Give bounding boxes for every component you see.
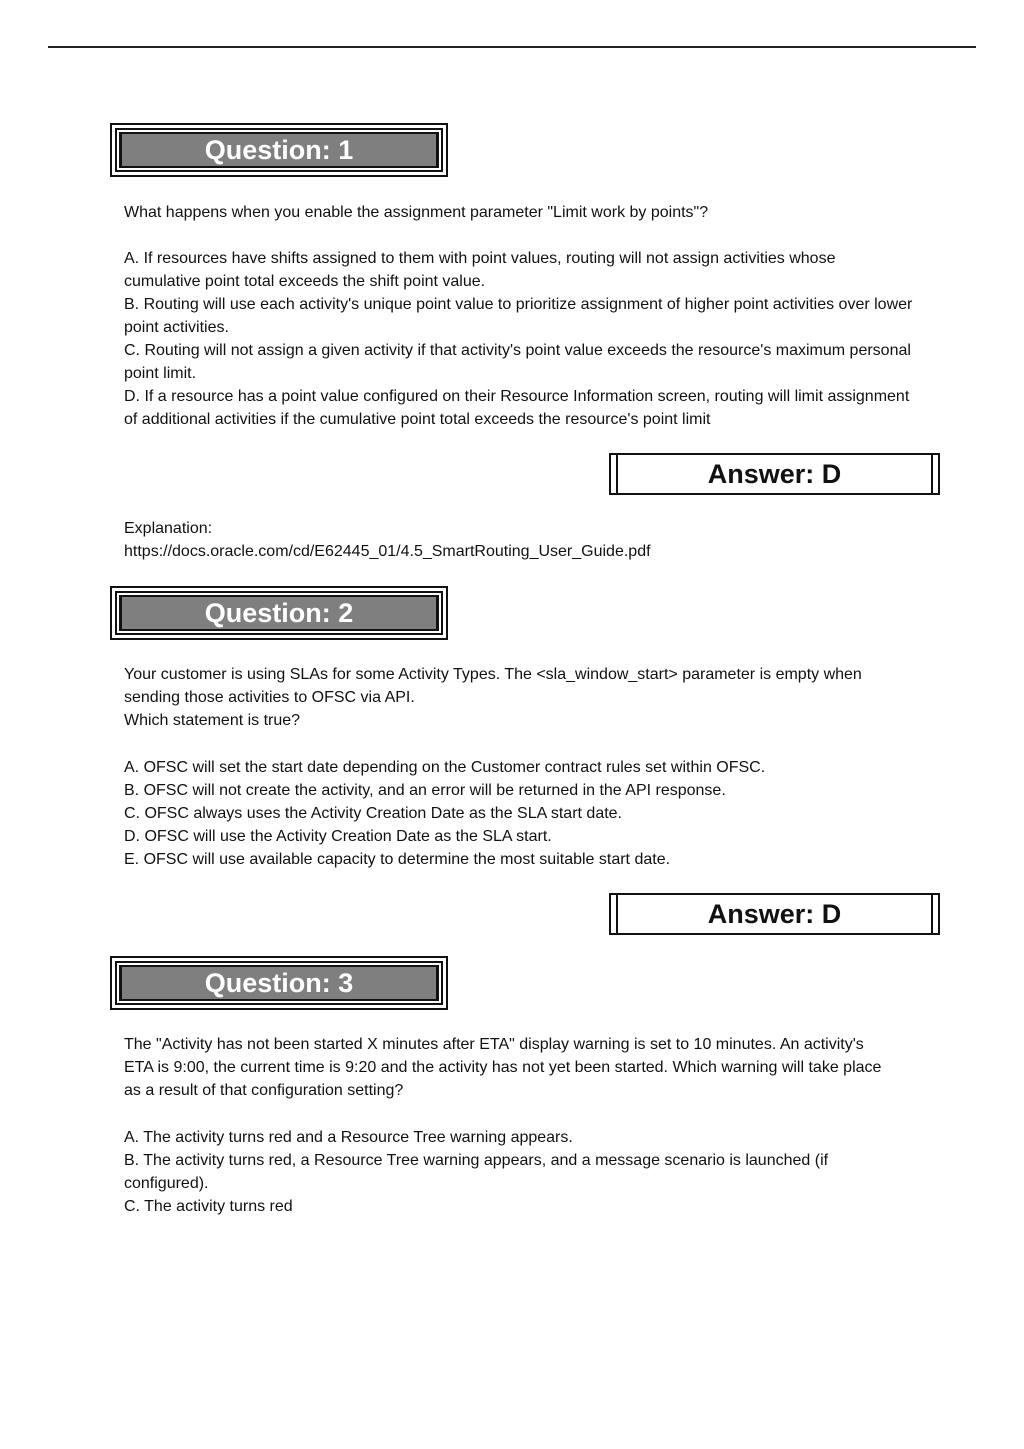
question-1-option-b: B. Routing will use each activity's unique point value to prioritize assignment of higher point activities over lower point activities. xyxy=(124,296,917,336)
header-rule xyxy=(48,46,976,48)
question-3-option-c: C. The activity turns red xyxy=(124,1198,293,1215)
question-1-explanation xyxy=(124,517,914,563)
question-1-header xyxy=(110,123,448,177)
question-1-answer: Answer: D xyxy=(707,458,842,489)
question-2-line-2: Which statement is true? xyxy=(124,712,301,729)
question-3-options xyxy=(124,1126,884,1218)
question-2-header xyxy=(110,586,448,640)
question-1-label: Question: 1 xyxy=(204,134,354,165)
question-1-option-c: C. Routing will not assign a given activity if that activity's point value exceeds the resource's maximum personal point limit. xyxy=(124,342,916,382)
question-3-text: The "Activity has not been started X minutes after ETA" display warning is set to 10 minutes. An activity's ETA is 9:00, the current time is 9:20 and the activity has not yet been started. Which warning will take place as a result of that configuration setting? xyxy=(124,1036,882,1099)
question-3-header xyxy=(110,956,448,1010)
question-2-answer: Answer: D xyxy=(707,898,842,929)
question-1-answer-box xyxy=(609,453,940,495)
question-2-option-a: A. OFSC will set the start date depending on the Customer contract rules set within OFSC. xyxy=(124,759,766,776)
question-2-option-c: C. OFSC always uses the Activity Creation Date as the SLA start date. xyxy=(124,805,622,822)
question-3-option-b: B. The activity turns red, a Resource Tree warning appears, and a message scenario is launched (if configured). xyxy=(124,1152,833,1192)
question-2-label: Question: 2 xyxy=(204,597,354,628)
explanation-label: Explanation: xyxy=(124,520,213,537)
question-2-text xyxy=(124,663,914,732)
question-2-option-b: B. OFSC will not create the activity, and an error will be returned in the API response. xyxy=(124,782,726,799)
question-2-option-e: E. OFSC will use available capacity to determine the most suitable start date. xyxy=(124,851,671,868)
explanation-link[interactable]: https://docs.oracle.com/cd/E62445_01/4.5_SmartRouting_User_Guide.pdf xyxy=(124,543,651,560)
question-1-text: What happens when you enable the assignment parameter "Limit work by points"? xyxy=(124,204,709,221)
question-1-option-a: A. If resources have shifts assigned to them with point values, routing will not assign activities whose cumulative point total exceeds the shift point value. xyxy=(124,250,840,290)
question-1-option-d: D. If a resource has a point value configured on their Resource Information screen, routing will limit assignment of additional activities if the cumulative point total exceeds the resource's point limit xyxy=(124,388,914,428)
question-2-answer-box xyxy=(609,893,940,935)
question-2-options xyxy=(124,756,914,871)
question-3-label: Question: 3 xyxy=(204,967,354,998)
question-3-option-a: A. The activity turns red and a Resource Tree warning appears. xyxy=(124,1129,573,1146)
question-2-line-1: Your customer is using SLAs for some Activity Types. The <sla_window_start> parameter is empty when sending those activities to OFSC via API. xyxy=(124,666,867,706)
question-2-option-d: D. OFSC will use the Activity Creation Date as the SLA start. xyxy=(124,828,552,845)
question-1-options xyxy=(124,247,917,431)
